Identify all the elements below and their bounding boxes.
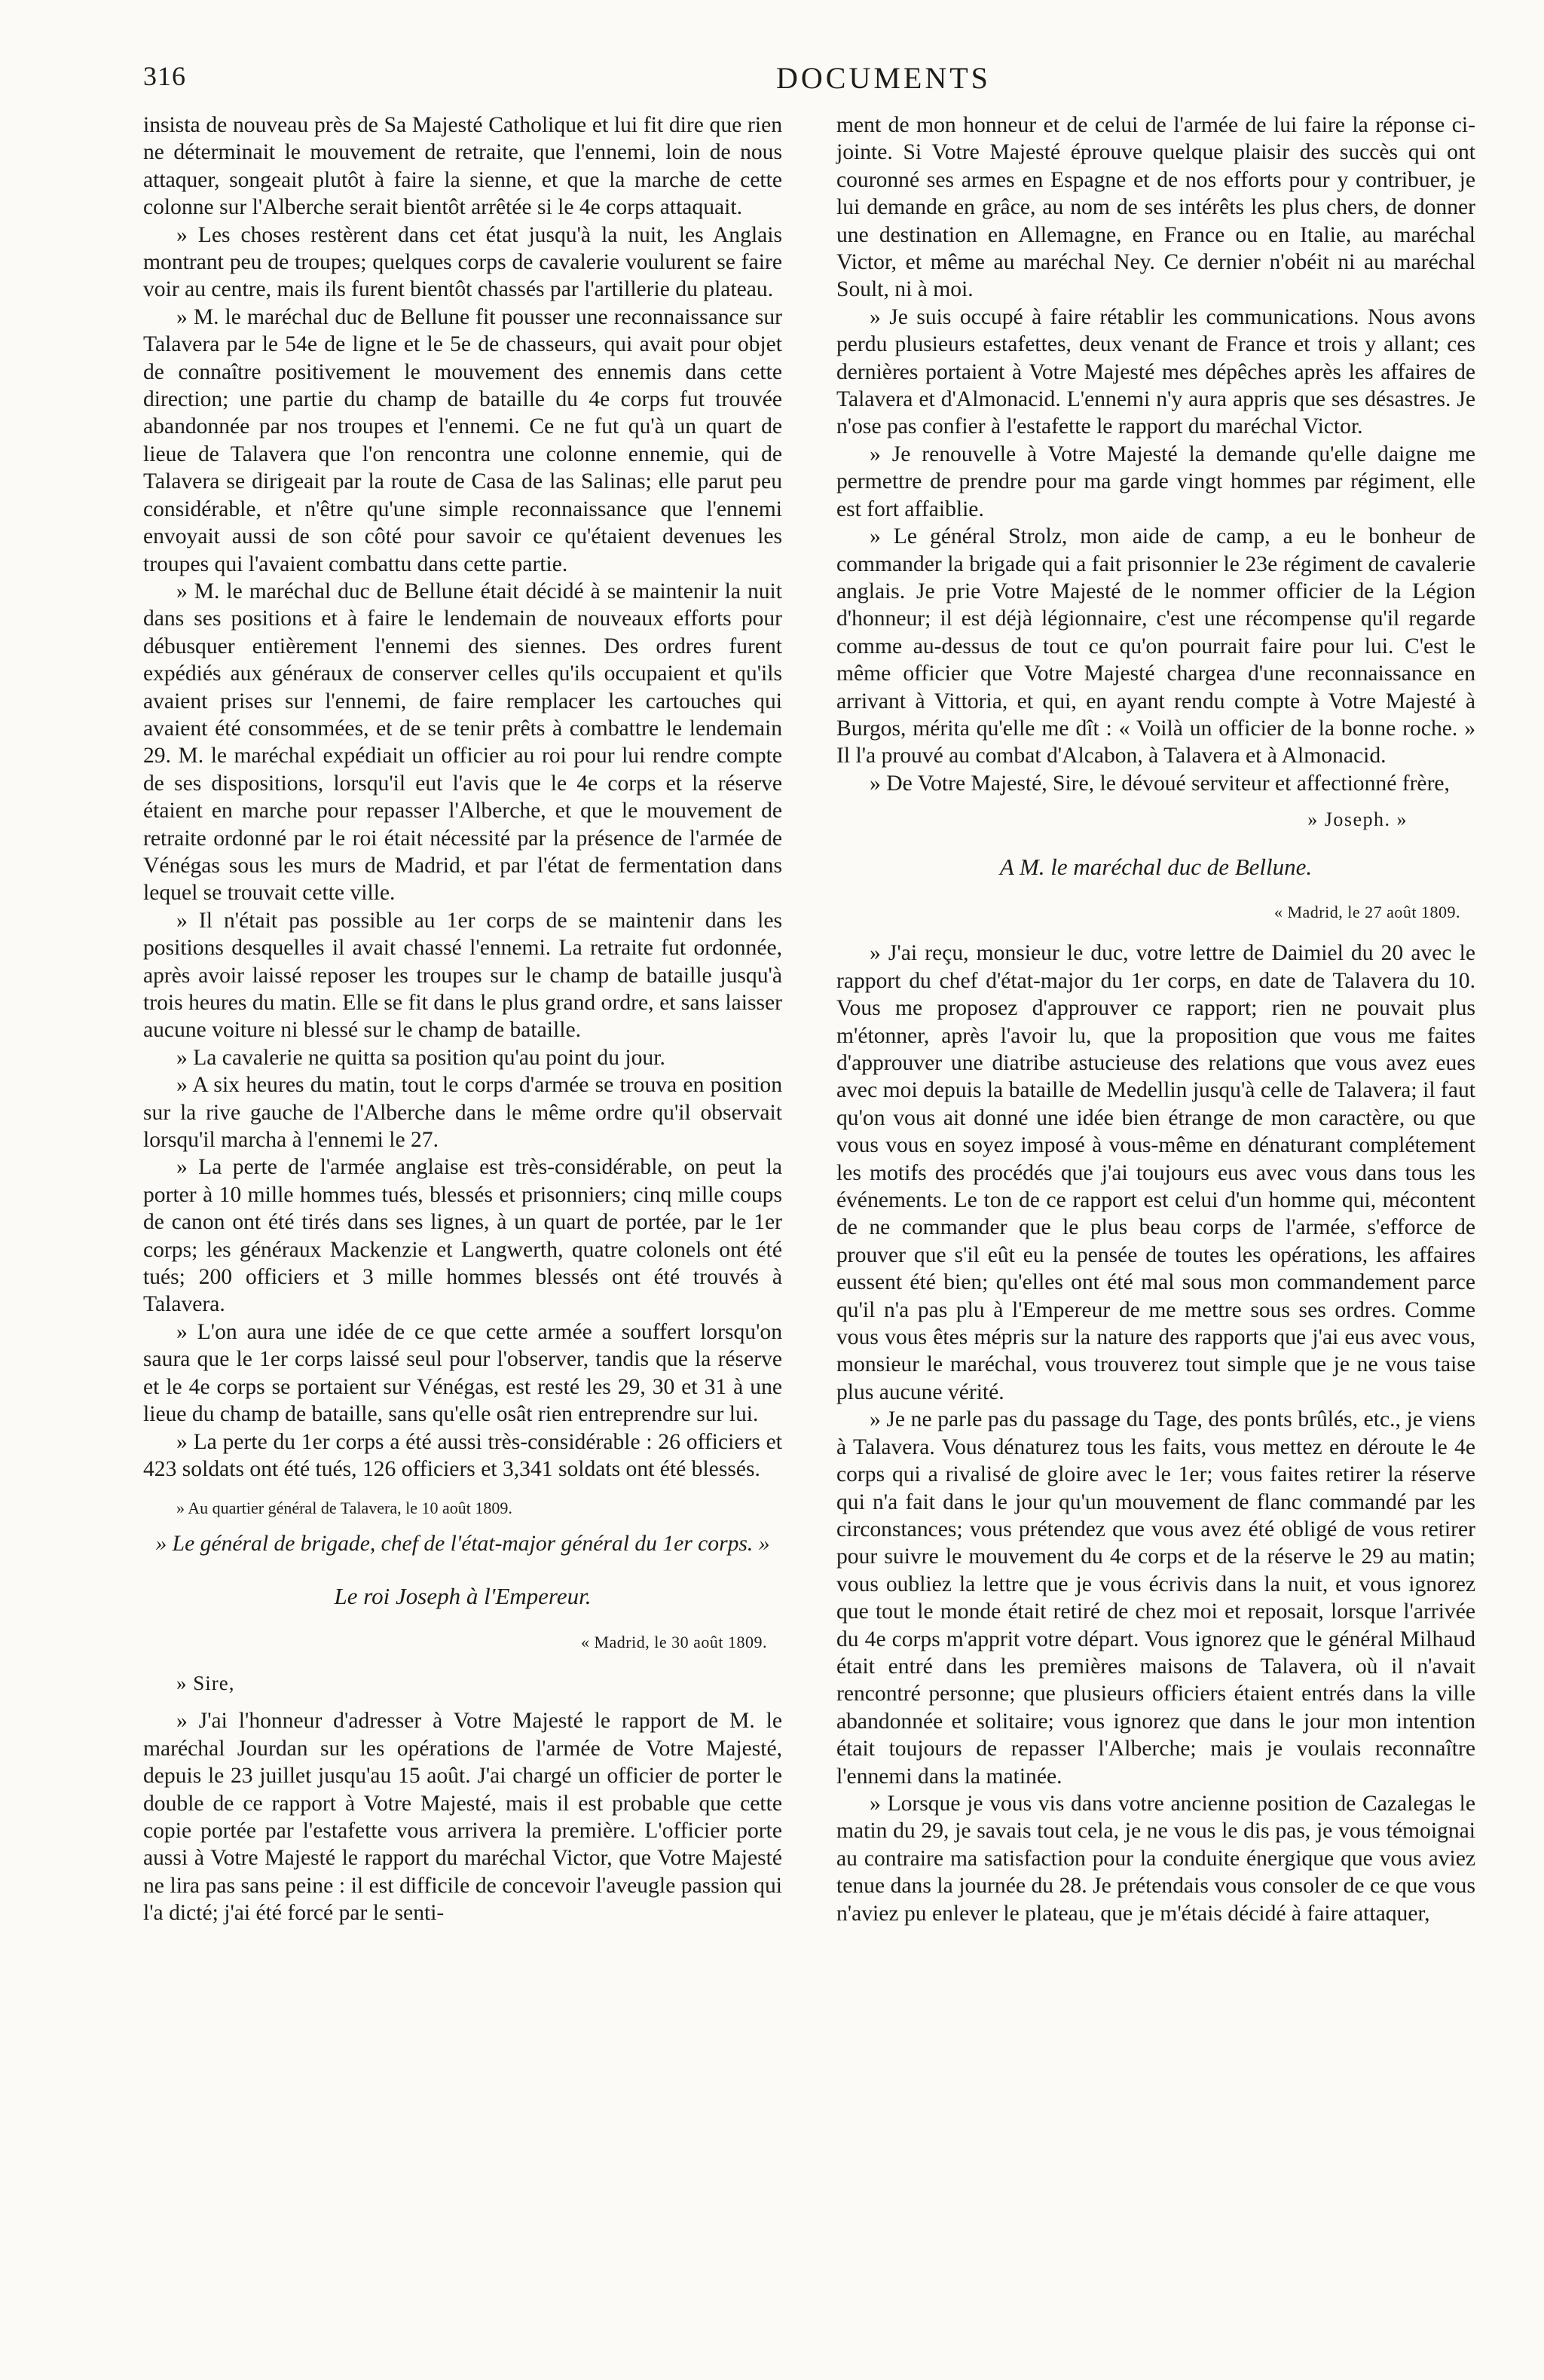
paragraph: » La perte de l'armée anglaise est très-considérable, on peut la porter à 10 mille hommes tués, blessés et prisonniers; cinq mille coups de canon ont été tirés dans ses lignes, à un quart de portée, par le 1er corps; les généraux Mackenzie et Langwerth, quatre colonels ont été tués; 200 officiers et 3 mille hommes blessés ont été trouvés à Talavera.: [143, 1155, 782, 1317]
running-title: DOCUMENTS: [776, 61, 991, 95]
paragraph: » La cavalerie ne quitta sa position qu'au point du jour.: [176, 1045, 665, 1070]
page-number: 316: [143, 61, 186, 91]
paragraph: » Je ne parle pas du passage du Tage, des ponts brûlés, etc., je viens à Talavera. Vous dénaturez tous les faits, vous mettez en déroute le 4e corps qui a rivalisé de gloire avec le 1er; vous faites retirer la réserve qui n'a fait dans le jour qu'un mouvement de flanc commandé par les circonstances; vous prétendez que vous avez été obligé de vous retirer pour suivre le mouvement du 4e corps et de la réserve le 29 au matin; vous oubliez la lettre que je vous écrivis dans la nuit, et vous ignorez que tout le monde était retiré de chez moi et reposait, lorsque l'arrivée du 4e corps m'apprit votre départ. Vous ignorez que le général Milhaud était entré dans les premières maisons de Talavera, où il n'avait rencontré personne; que plusieurs officiers étaient entrés dans la ville abandonnée et solitaire; vous ignorez que dans le jour mon intention était toujours de repasser l'Alberche; mais je voulais reconnaître l'ennemi dans la matinée.: [836, 1407, 1475, 1789]
page-header: [143, 53, 1500, 98]
letter-heading: Le roi Joseph à l'Empereur.: [334, 1583, 592, 1610]
paragraph: » A six heures du matin, tout le corps d'armée se trouva en position sur la rive gauche de l'Alberche dans le même ordre qu'il observait lorsqu'il marcha à l'ennemi le 27.: [143, 1073, 782, 1153]
paragraph: » L'on aura une idée de ce que cette armée a souffert lorsqu'on saura que le 1er corps laissé seul pour l'observer, tandis que la réserve et le 4e corps se portaient sur Vénégas, est resté les 29, 30 et 31 à une lieue du champ de bataille, sans qu'elle osât rien entreprendre sur lui.: [143, 1319, 782, 1427]
paragraph: ment de mon honneur et de celui de l'armée de lui faire la réponse ci-jointe. Si Votre Majesté éprouve quelque plaisir des succès qui ont couronné ses armes en Espagne et de nos efforts pour y contribuer, je lui demande en grâce, au nom de ses intérêts les plus chers, de donner une destination en Allemagne, en France ou en Italie, au maréchal Victor, et même au maréchal Ney. Ce dernier n'obéit ni au maréchal Soult, ni à moi.: [836, 113, 1475, 302]
signature-block: » Le général de brigade, chef de l'état-major général du 1er corps. »: [155, 1531, 770, 1556]
letter-heading: A M. le maréchal duc de Bellune.: [999, 853, 1313, 880]
paragraph: insista de nouveau près de Sa Majesté Catholique et lui fit dire que rien ne déterminait le mouvement de retraite, que l'ennemi, loin de nous attaquer, songeait plutôt à faire la sienne, et que la marche de cette colonne sur l'Alberche serait bientôt arrêtée si le 4e corps attaquait.: [143, 113, 782, 220]
paragraph: » Lorsque je vous vis dans votre ancienne position de Cazalegas le matin du 29, je savais tout cela, je ne vous le dis pas, je vous témoignai au contraire ma satisfaction pour la conduite énergique que vous aviez tenue dans la journée du 28. Je prétendais vous consoler de ce que vous n'aviez pu enlever le plateau, que je m'étais décidé à faire attaquer,: [836, 1791, 1475, 1926]
paragraph: » J'ai reçu, monsieur le duc, votre lettre de Daimiel du 20 avec le rapport du chef d'état-major du 1er corps, en date de Talavera du 10. Vous me proposez d'approuver ce rapport; rien ne pouvait plus m'étonner, après l'avoir lu, que la proposition que vous me faites d'approuver une diatribe astucieuse des relations que vous avez eues avec moi depuis la bataille de Medellin jusqu'à celle de Talavera; il faut qu'on vous ait donné une idée bien étrange de mon caractère, ou que vous vous en soyez imposé à vous-même en dénaturant complétement les motifs des procédés que j'ai toujours eus avec vous dans tous les événements. Le ton de ce rapport est celui d'un homme qui, mécontent de ne commander que le plus beau corps de l'armée, s'efforce de prouver que s'il eût eu la pensée de toutes les opérations, les affaires eussent été bien; qu'elles ont été mal sous mon commandement parce qu'il n'a pas plu à l'Empereur de me mettre sous ses ordres. Comme vous vous êtes mépris sur la nature des rapports que j'ai eus avec vous, monsieur le maréchal, vous trouverez tout simple que je ne vous taise plus aucune vérité.: [836, 941, 1475, 1404]
paragraph: » Je suis occupé à faire rétablir les communications. Nous avons perdu plusieurs estafettes, deux venant de France et trois y allant; ces dernières portaient à Votre Majesté mes dépêches après les affaires de Talavera et d'Almonacid. L'ennemi n'y aura appris que ses désastres. Je n'ose pas confier à l'estafette le rapport du maréchal Victor.: [836, 304, 1475, 439]
paragraph: » Je renouvelle à Votre Majesté la demande qu'elle daigne me permettre de prendre pour ma garde vingt hommes par régiment, elle est fort affaiblie.: [836, 441, 1475, 521]
dateline: « Madrid, le 30 août 1809.: [580, 1632, 767, 1651]
right-column: [836, 112, 1475, 1927]
paragraph: » J'ai l'honneur d'adresser à Votre Majesté le rapport de M. le maréchal Jourdan sur les opérations de l'armée de Votre Majesté, depuis le 23 juillet jusqu'au 15 août. J'ai chargé un officier de porter le double de ce rapport à Votre Majesté, mais il est probable que cette copie portée par l'estafette vous arrivera la première. L'officier porte aussi à Votre Majesté le rapport du maréchal Victor, que Votre Majesté ne lira pas sans peine : il est difficile de concevoir l'aveugle passion qui l'a dicté; j'ai été forcé par le senti-: [143, 1709, 782, 1926]
paragraph: » De Votre Majesté, Sire, le dévoué serviteur et affectionné frère,: [870, 771, 1450, 796]
paragraph: » M. le maréchal duc de Bellune fit pousser une reconnaissance sur Talavera par le 54e de ligne et le 5e de chasseurs, qui avait pour objet de connaître positivement le mouvement des ennemis dans cette direction; une partie du champ de bataille du 4e corps fut trouvée abandonnée par nos troupes et l'ennemi. Ce ne fut qu'à un quart de lieue de Talavera que l'on rencontra une colonne ennemie, qui de Talavera se dirigeait par la route de Casa de las Salinas; elle parut peu considérable, et n'être qu'une simple reconnaissance que l'ennemi envoyait aussi de son côté pour savoir ce qu'étaient devenues les troupes qui l'avaient combattu dans cette partie.: [143, 304, 782, 576]
dateline: » Au quartier général de Talavera, le 10 août 1809.: [176, 1499, 512, 1518]
signature: » Joseph. »: [1307, 808, 1408, 831]
left-column: [143, 112, 782, 1927]
paragraph: » M. le maréchal duc de Bellune était décidé à se maintenir la nuit dans ses positions et à faire le lendemain de nouveaux efforts pour débusquer entièrement l'ennemi des siennes. Des ordres furent expédiés aux généraux de conserver celles qu'ils occupaient et qu'ils avaient prises sur l'ennemi, de faire remplacer les cartouches qui avaient été consommées, et de se tenir prêts à combattre le lendemain 29. M. le maréchal expédiait un officier au roi pour lui rendre compte de ses dispositions, lorsqu'il eut l'avis que le 4e corps et la réserve étaient en marche pour repasser l'Alberche, et que le mouvement de retraite ordonné par le roi était nécessité par la présence de l'armée de Vénégas sous les murs de Madrid, et par l'état de fermentation dans lequel se trouvait cette ville.: [143, 579, 782, 906]
paragraph: » Il n'était pas possible au 1er corps de se maintenir dans les positions desquelles il avait chassé l'ennemi. La retraite fut ordonnée, après avoir laissé reposer les troupes sur le champ de bataille jusqu'à trois heures du matin. Elle se fit dans le plus grand ordre, et sans laisser aucune voiture ni blessé sur le champ de bataille.: [143, 908, 782, 1043]
paragraph: » Le général Strolz, mon aide de camp, a eu le bonheur de commander la brigade qui a fait prisonnier le 23e régiment de cavalerie anglais. Je prie Votre Majesté de le nommer officier de la Légion d'honneur; il est déjà légionnaire, c'est une récompense qu'il regarde comme au-dessus de tout ce qu'on pourrait faire pour lui. C'est le même officier que Votre Majesté chargea d'une reconnaissance en arrivant à Vittoria, et qui, en ayant rendu compte à Votre Majesté à Burgos, mérita qu'elle me dît : « Voilà un officier de la bonne roche. » Il l'a prouvé au combat d'Alcabon, à Talavera et à Almonacid.: [836, 524, 1475, 768]
paragraph: » La perte du 1er corps a été aussi très-considérable : 26 officiers et 423 soldats ont été tués, 126 officiers et 3,341 soldats ont été blessés.: [143, 1429, 782, 1481]
dateline: « Madrid, le 27 août 1809.: [1273, 902, 1460, 921]
salutation: » Sire,: [176, 1671, 235, 1694]
paragraph: » Les choses restèrent dans cet état jusqu'à la nuit, les Anglais montrant peu de troupes; quelques corps de cavalerie voulurent se faire voir au centre, mais ils furent bientôt chassés par l'artillerie du plateau.: [143, 222, 782, 302]
